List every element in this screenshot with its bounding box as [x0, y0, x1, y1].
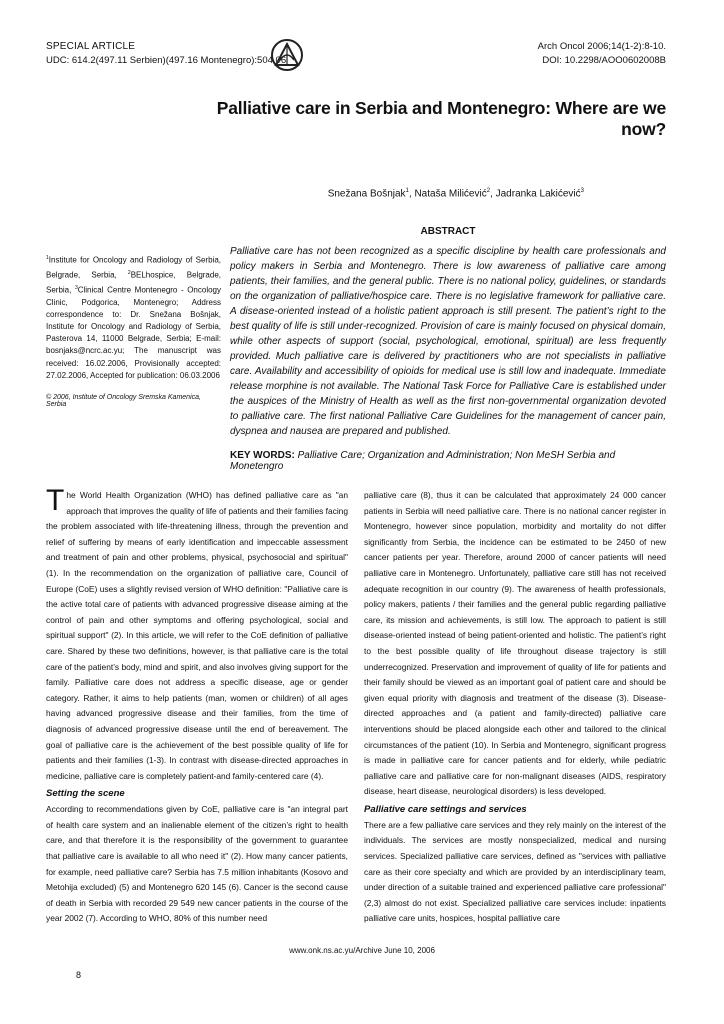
body-column-left [46, 484, 348, 927]
keywords-label: KEY WORDS: [230, 450, 295, 461]
keywords-text: Palliative Care; Organization and Administration; Non MeSH Serbia and Monetengro [230, 450, 616, 472]
footer-url-date: www.onk.ns.ac.yu/Archive June 10, 2006 [289, 946, 435, 955]
header-left [46, 40, 286, 68]
copyright: © 2006, Institute of Oncology Sremska Kamenica, Serbia [46, 394, 201, 408]
journal-citation: Arch Oncol 2006;14(1-2):8-10. [537, 41, 666, 52]
author-sup: 1 [405, 188, 409, 194]
author-name: Jadranka Lakićević [495, 188, 581, 200]
affil-sup: 1 [46, 255, 49, 261]
author-name: Snežana Bošnjak [327, 188, 406, 200]
affil-sup: 2 [127, 269, 131, 276]
section-heading: Setting the scene [46, 788, 125, 800]
doi: DOI: 10.2298/AOO0602008B [542, 55, 666, 66]
author-sup: 3 [580, 188, 584, 194]
body-paragraph: There are a few palliative care services and they rely mainly on the interest of the individuals. The services are mostly nonspecialized, medical and nursing services. Specialized palliative care services, defined as "services with palliative care as their core specialty and which are provided by an interdisciplinary team, under direction of a suitable trained and experienced palliative care professional" (2,3) almost do not exist. Specialized palliative care services include: inpatients palliative care units, hospices, hospital palliative care [364, 819, 666, 924]
udc-code: UDC: 614.2(497.11 Serbien)(497.16 Montenegro):504.06 [46, 55, 287, 66]
author-list: Snežana Bošnjak$^1$, Nataša Milićević$^2$, Jadranka Lakićević$^3$ [327, 188, 584, 200]
affil-2: BELhospice, Belgrade, Serbia, [46, 270, 222, 295]
affil-1: Institute for Oncology and Radiology of Serbia, Belgrade, Serbia, [46, 255, 221, 280]
affil-sup: 3 [74, 284, 78, 291]
body-paragraph: According to recommendations given by CoE, palliative care is "an integral part of health care system and an inalienable element of the citizen’s right to health care, and that therefore it is the responsibility of the government to guarantee that palliative care is available to all who need it" (2). How many cancer patients, for example, need palliative care? Serbia has 7.5 million inhabitants (Kosovo and Metohija excluded) (5) and Montenegro 620 145 (6). Cancer is the second cause of death in Serbia with recorded 29 549 new cancer patients in the course of the year 2002 (7). According to WHO, 80% of this number need [46, 804, 348, 924]
drop-cap: T [46, 484, 65, 517]
affiliations [46, 252, 221, 382]
author-name: Nataša Milićević [414, 188, 487, 200]
header-right [538, 40, 666, 68]
affil-3: Clinical Centre Montenegro - Oncology Clinic, Podgorica, Montenegro; Address correspondence to: Dr. Snežana Bošnjak, Institute for Oncology and Radiology of Serbia, Pasterova 14, 11000 Belgrade, Serbia; E-mail: bosnjaks@ncrc.ac.yu; The manuscript was received: 16.02.2006, Provisionally accepted: 27.02.2006, Accepted for publication: 06.03.2006 [46, 285, 221, 380]
abstract-text: Palliative care has not been recognized as a specific discipline by health care professionals and policy makers in Serbia and Montenegro. There is low awareness of palliative care among patients, their families, and the general public. There is no national policy, guidelines, or standards on the organization of palliative/hospice care. There is no legislative framework for palliative care. A disease-oriented instead of a holistic patient approach is still present. The patient’s right to the best quality of life is still under-recognized. Provision of care is mainly focused on physical domain, while other aspects of support (social, psychological, emotional, spiritual) are less frequently provided. Much palliative care is delivered by practitioners who are not specialists in palliative care. Availability and accessibility of opioids for medical use is still low and inadequate. Immediate release morphine is not available. The National Task Force for Palliative Care is established under the auspices of the Ministry of Health as well as the first non-governmental organization devoted to palliative care. The first national Palliative Care Guidelines for the management of cancer pain, dyspnea and nausea are prepared and published. [230, 246, 666, 437]
abstract-heading: ABSTRACT [420, 226, 476, 237]
body-paragraph [46, 484, 348, 784]
body-column-right [364, 488, 666, 927]
body-paragraph: palliative care (8), thus it can be calculated that approximately 24 000 cancer patients in Serbia will need palliative care. There is no national cancer register in Montenegro, however since population, morbidity and mortality do not differ significantly from Serbia, the incidence can be estimated to be 2450 of new cancer patients per year. Therefore, around 2000 of cancer patients will need palliative care in Montenegro. Unfortunately, palliative care still has not received adequate recognition in our country (9). The awareness of health professionals, policy makers, patients / their families and the general public regarding palliative care, its mission and achievements, is still low. The approach to patient is still disease-oriented instead of being patient-oriented and holistic. The patient’s right to the best possible quality of life throughout disease trajectory is still underrecognized. Preservation and improvement of quality of life for patients and their family should be viewed as an important goal of patient care and should be given equal priority with diagnosis and treatment of the disease (3). Disease-directed approaches and (a patient and family-directed) palliative care interventions should be placed alongside each other and tailored to the clinical circumstances of the patient (10). In Serbia and Montenegro, significant progress is made in palliative care for cancer patients and for elderly, while pediatric palliative care and palliative care for non-malignant diseases (AIDS, respiratory disease, heart disease, neurological disorders) is less developed. [364, 490, 666, 797]
section-heading: Palliative care settings and services [364, 803, 527, 815]
keywords [230, 450, 666, 472]
article-title: Palliative care in Serbia and Montenegro: Where are we now? [216, 98, 666, 139]
paragraph-text: he World Health Organization (WHO) has defined palliative care as "an approach that improves the quality of life of patients and their families facing the problem associated with life-threatening illness, through the prevention and relief of suffering by means of early identification and impeccable assessment and treatment of pain and other problems, physical, psychosocial and spiritual" (1). In the recommendation on the organization of palliative care, Council of Europe (CoE) uses a slightly revised version of WHO definition: "Palliative care is the active total care of patients with advanced progressive disease aiming at the control of pain and other symptoms and offering psychological, social and spiritual support" (2). In this article, we will refer to the CoE definition of palliative care. Shared by these two definitions, however, is that palliative care is the total care of the patient’s body, mind and spirit, and also involves giving support for the family. Palliative care does not address a specific disease, age or gender category. Rather, it aims to help patients (man, women or children) of all ages having advanced progressive disease and their families, from the time of diagnosis of advanced progressive disease until the end of bereavement. The goal of palliative care is the achievement of the best possible quality of life for patients and their families (1-3). In contrast with disease-directed approaches in medicine, palliative care is completely patient-and family-centered care (4). [46, 490, 348, 781]
author-sup: 2 [486, 188, 491, 194]
journal-logo-icon [270, 38, 304, 72]
section-label: SPECIAL ARTICLE [46, 41, 136, 52]
page-number: 8 [76, 970, 82, 980]
